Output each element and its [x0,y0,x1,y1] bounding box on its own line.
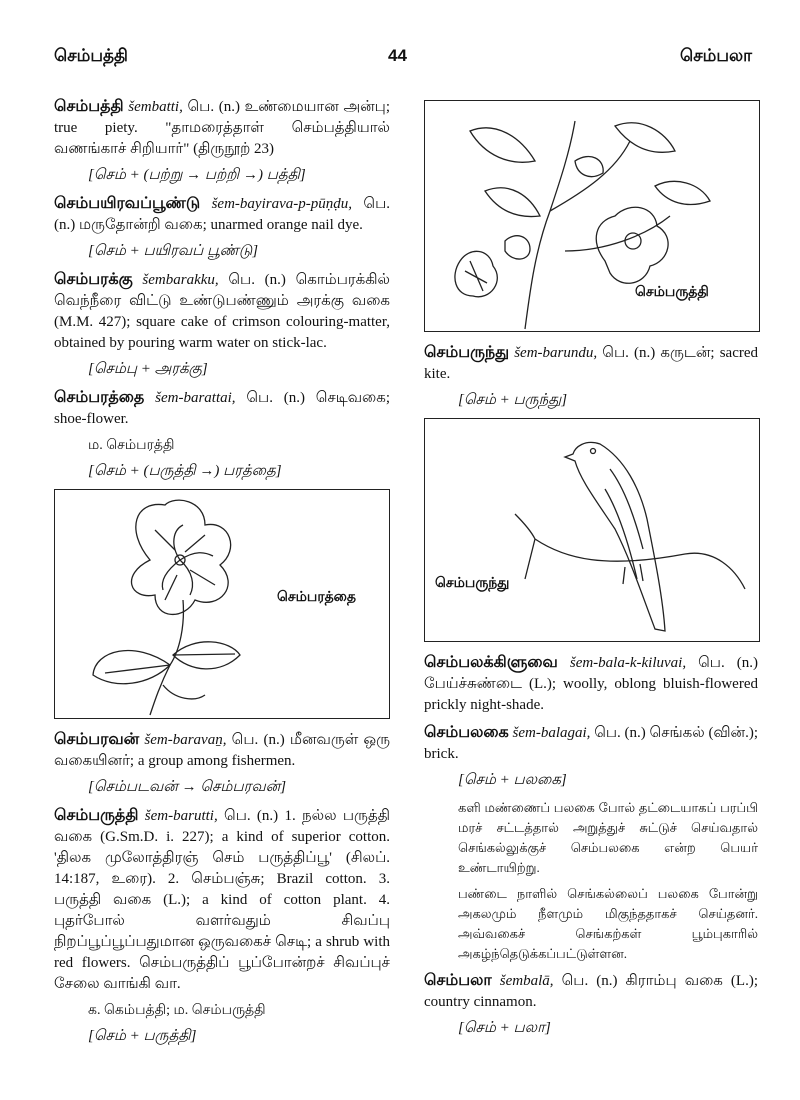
cognates: ம. செம்பரத்தி [88,438,175,453]
figure-caption: செம்பரத்தை [277,588,357,604]
left-column [54,96,390,1054]
transliteration: šem-bayirava-p-pūṇḍu, [211,196,352,212]
entry-sembalakkiluvai [424,652,758,716]
transliteration: šembalā, [499,973,554,989]
entry-sembaravan [54,729,390,772]
etymology: [செம்பு + அரக்கு] [88,361,208,377]
headword: செம்பலா [424,972,492,989]
etymology: [செம் + பருந்து] [458,392,568,408]
cognates: க. கெம்பத்தி; ம. செம்பருத்தி [88,1003,266,1018]
definition: பெ. (n.) பேய்ச்சுண்டை (L.); woolly, oblong bluish-flowered prickly night-shade. [424,655,758,713]
headword: செம்பருந்து [424,344,510,361]
headword: செம்பத்தி [54,98,124,115]
cotton-plant-figure [424,100,760,332]
transliteration: šem-barattai, [155,390,236,406]
definition: பெ. (n.) உண்மையான அன்பு; true piety. "தாமரைத்தாள் செம்பத்தியால் வணங்காச் சிறியார்" (திருநூற் 23) [54,99,390,157]
definition: பெ. (n.) மீனவருள் ஒரு வகையினர்; a group among fishermen. [54,732,391,769]
entry-sembarundu [424,342,758,385]
headword: செம்பலக்கிளுவை [424,654,558,671]
figure-caption: செம்பருத்தி [635,283,709,299]
right-column [424,96,758,1046]
entry-sembayiravappundu [54,193,390,236]
definition: பெ. (n.) கிராம்பு வகை (L.); country cinnamon. [424,973,758,1010]
kite-bird-illustration [425,419,759,641]
transliteration: šembatti, [128,99,183,115]
etymology: [செம்படவன் → செம்பரவன்] [88,779,287,795]
running-head-right: செம்பலா [680,46,752,65]
entry-sembarakku [54,269,390,354]
etymology: [செம் + பருத்தி] [88,1028,197,1044]
headword: செம்பரவன் [54,731,140,748]
kite-figure [424,418,760,642]
note-paragraph: களி மண்ணைப் பலகை போல் தட்டையாகப் பரப்பி மரச் சட்டத்தால் அறுத்துச் சுட்டுச் செய்வதால் செங்கல்லுக்குச் செம்பலகை என்ற பெயர் உண்டாயிற்று. [458,800,758,875]
page-number: 44 [388,46,407,65]
headword: செம்பலகை [424,724,509,741]
transliteration: šembarakku, [142,272,219,288]
headword: செம்பயிரவப்பூண்டு [54,195,201,212]
note-paragraph: பண்டை நாளில் செங்கல்லைப் பலகை போன்று அகலமும் நீளமும் மிகுந்ததாகச் செய்தனர். அவ்வகைச் செங்கற்கள் பூம்புகாரில் அகழ்ந்தெடுக்கப்பட்டுள்ளன. [458,886,758,961]
hibiscus-figure [54,489,390,719]
etymology: [செம் + (பருத்தி →) பரத்தை] [88,463,282,479]
entry-sembarattai [54,387,390,430]
definition: பெ. (n.) மருதோன்றி வகை; unarmed orange nail dye. [54,196,390,233]
transliteration: šem-barundu, [514,345,598,361]
etymology: [செம் + (பற்று → பற்றி →) பத்தி] [88,167,306,183]
etymology: [செம் + பலகை] [458,772,567,788]
figure-caption: செம்பருந்து [435,574,510,590]
headword: செம்பரத்தை [54,389,145,406]
transliteration: šem-baravaṉ, [144,732,227,748]
definition: பெ. (n.) கருடன்; sacred kite. [424,345,759,382]
running-head-left: செம்பத்தி [54,46,128,65]
entry-sembatti [54,96,390,160]
transliteration: šem-bala-k-kiluvai, [569,655,687,671]
etymology: [செம் + பலா] [458,1020,551,1036]
definition: பெ. (n.) கொம்பரக்கில் வெந்நீரை விட்டு உண்டுபண்ணும் அரக்கு வகை (M.M. 427); square cake of crimson colouring-matter, obtained by pouring warm water on stick-lac. [54,272,391,351]
etymology: [செம் + பயிரவப் பூண்டு] [88,243,259,259]
transliteration: šem-barutti, [144,808,218,824]
transliteration: šem-balagai, [512,725,591,741]
definition: பெ. (n.) செடிவகை; shoe-flower. [54,390,391,427]
definition: பெ. (n.) செங்கல் (வின்.); brick. [424,725,759,762]
entry-sembarutti [54,805,390,995]
definition: பெ. (n.) 1. நல்ல பருத்தி வகை (G.Sm.D. i. 227); a kind of superior cotton. 'திலக முலோத்திரஞ் செம் பருத்திப்பூ' (சிலப். 14:187, உரை). 2. செம்பஞ்சு; Brazil cotton. 3. பருத்தி வகை (L.); a kind of cotton plant. 4. புதர்போல் வளர்வதும் சிவப்பு நிறப்பூப்பூப்பதுமான ஒருவகைச் செடி; a shrub with red flowers. செம்பருத்திப் பூப்போன்றச் சிவப்புச் சேலை வாங்கி வா. [54,808,391,992]
entry-sembala [424,970,758,1013]
headword: செம்பரக்கு [54,271,133,288]
entry-sembalagai [424,722,758,765]
headword: செம்பருத்தி [54,807,139,824]
